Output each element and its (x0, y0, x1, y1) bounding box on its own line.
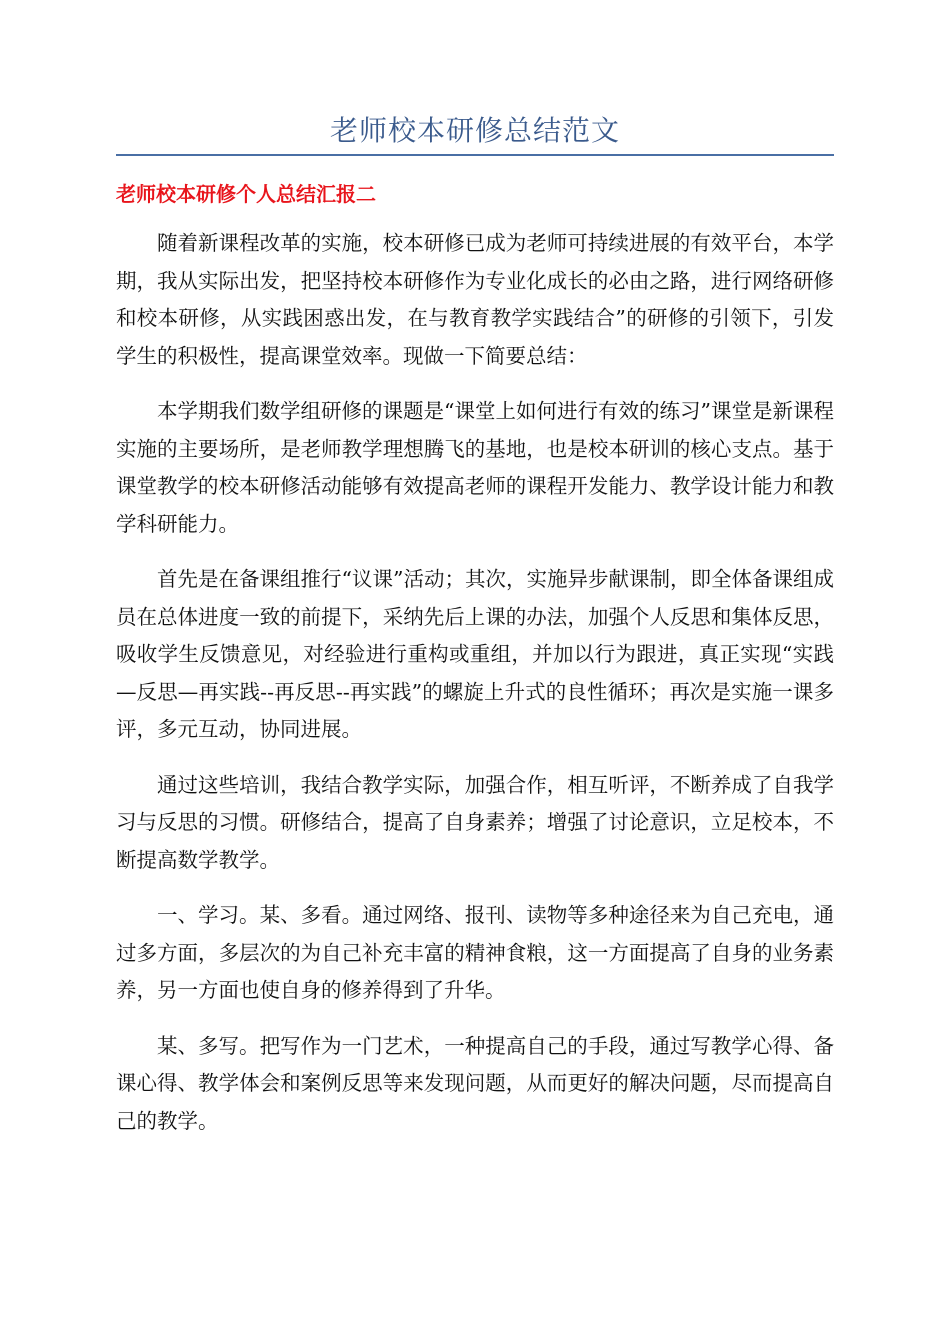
paragraph: 通过这些培训，我结合教学实际，加强合作，相互听评，不断养成了自我学习与反思的习惯。研修结合，提高了自身素养；增强了讨论意识，立足校本，不断提高数学教学。 (116, 772, 834, 872)
document-body (116, 225, 834, 1158)
paragraph: 首先是在备课组推行“议课”活动；其次，实施异步献课制，即全体备课组成员在总体进度一致的前提下，采纳先后上课的办法，加强个人反思和集体反思，吸收学生反馈意见，对经验进行重构或重组，并加以行为跟进，真正实现“实践—反思—再实践--再反思--再实践”的螺旋上升式的良性循环；再次是实施一课多评，多元互动，协同进展。 (116, 567, 834, 741)
title-divider (116, 154, 834, 156)
paragraph: 一、学习。某、多看。通过网络、报刊、读物等多种途径来为自己充电，通过多方面，多层次的为自己补充丰富的精神食粮，这一方面提高了自身的业务素养，另一方面也使自身的修养得到了升华。 (116, 903, 834, 1002)
section-heading: 老师校本研修个人总结汇报二 (116, 182, 376, 206)
paragraph: 本学期我们数学组研修的课题是“课堂上如何进行有效的练习”课堂是新课程实施的主要场所，是老师教学理想腾飞的基地，也是校本研训的核心支点。基于课堂教学的校本研修活动能够有效提高老师的课程开发能力、教学设计能力和教学科研能力。 (116, 399, 834, 536)
paragraph: 某、多写。把写作为一门艺术，一种提高自己的手段，通过写教学心得、备课心得、教学体会和案例反思等来发现问题，从而更好的解决问题，尽而提高自己的教学。 (116, 1033, 834, 1133)
page-title: 老师校本研修总结范文 (329, 114, 620, 147)
paragraph: 随着新课程改革的实施，校本研修已成为老师可持续进展的有效平台，本学期，我从实际出发，把坚持校本研修作为专业化成长的必由之路，进行网络研修和校本研修，从实践困惑出发，在与教育教学实践结合”的研修的引领下，引发学生的积极性，提高课堂效率。现做一下简要总结： (116, 231, 834, 368)
